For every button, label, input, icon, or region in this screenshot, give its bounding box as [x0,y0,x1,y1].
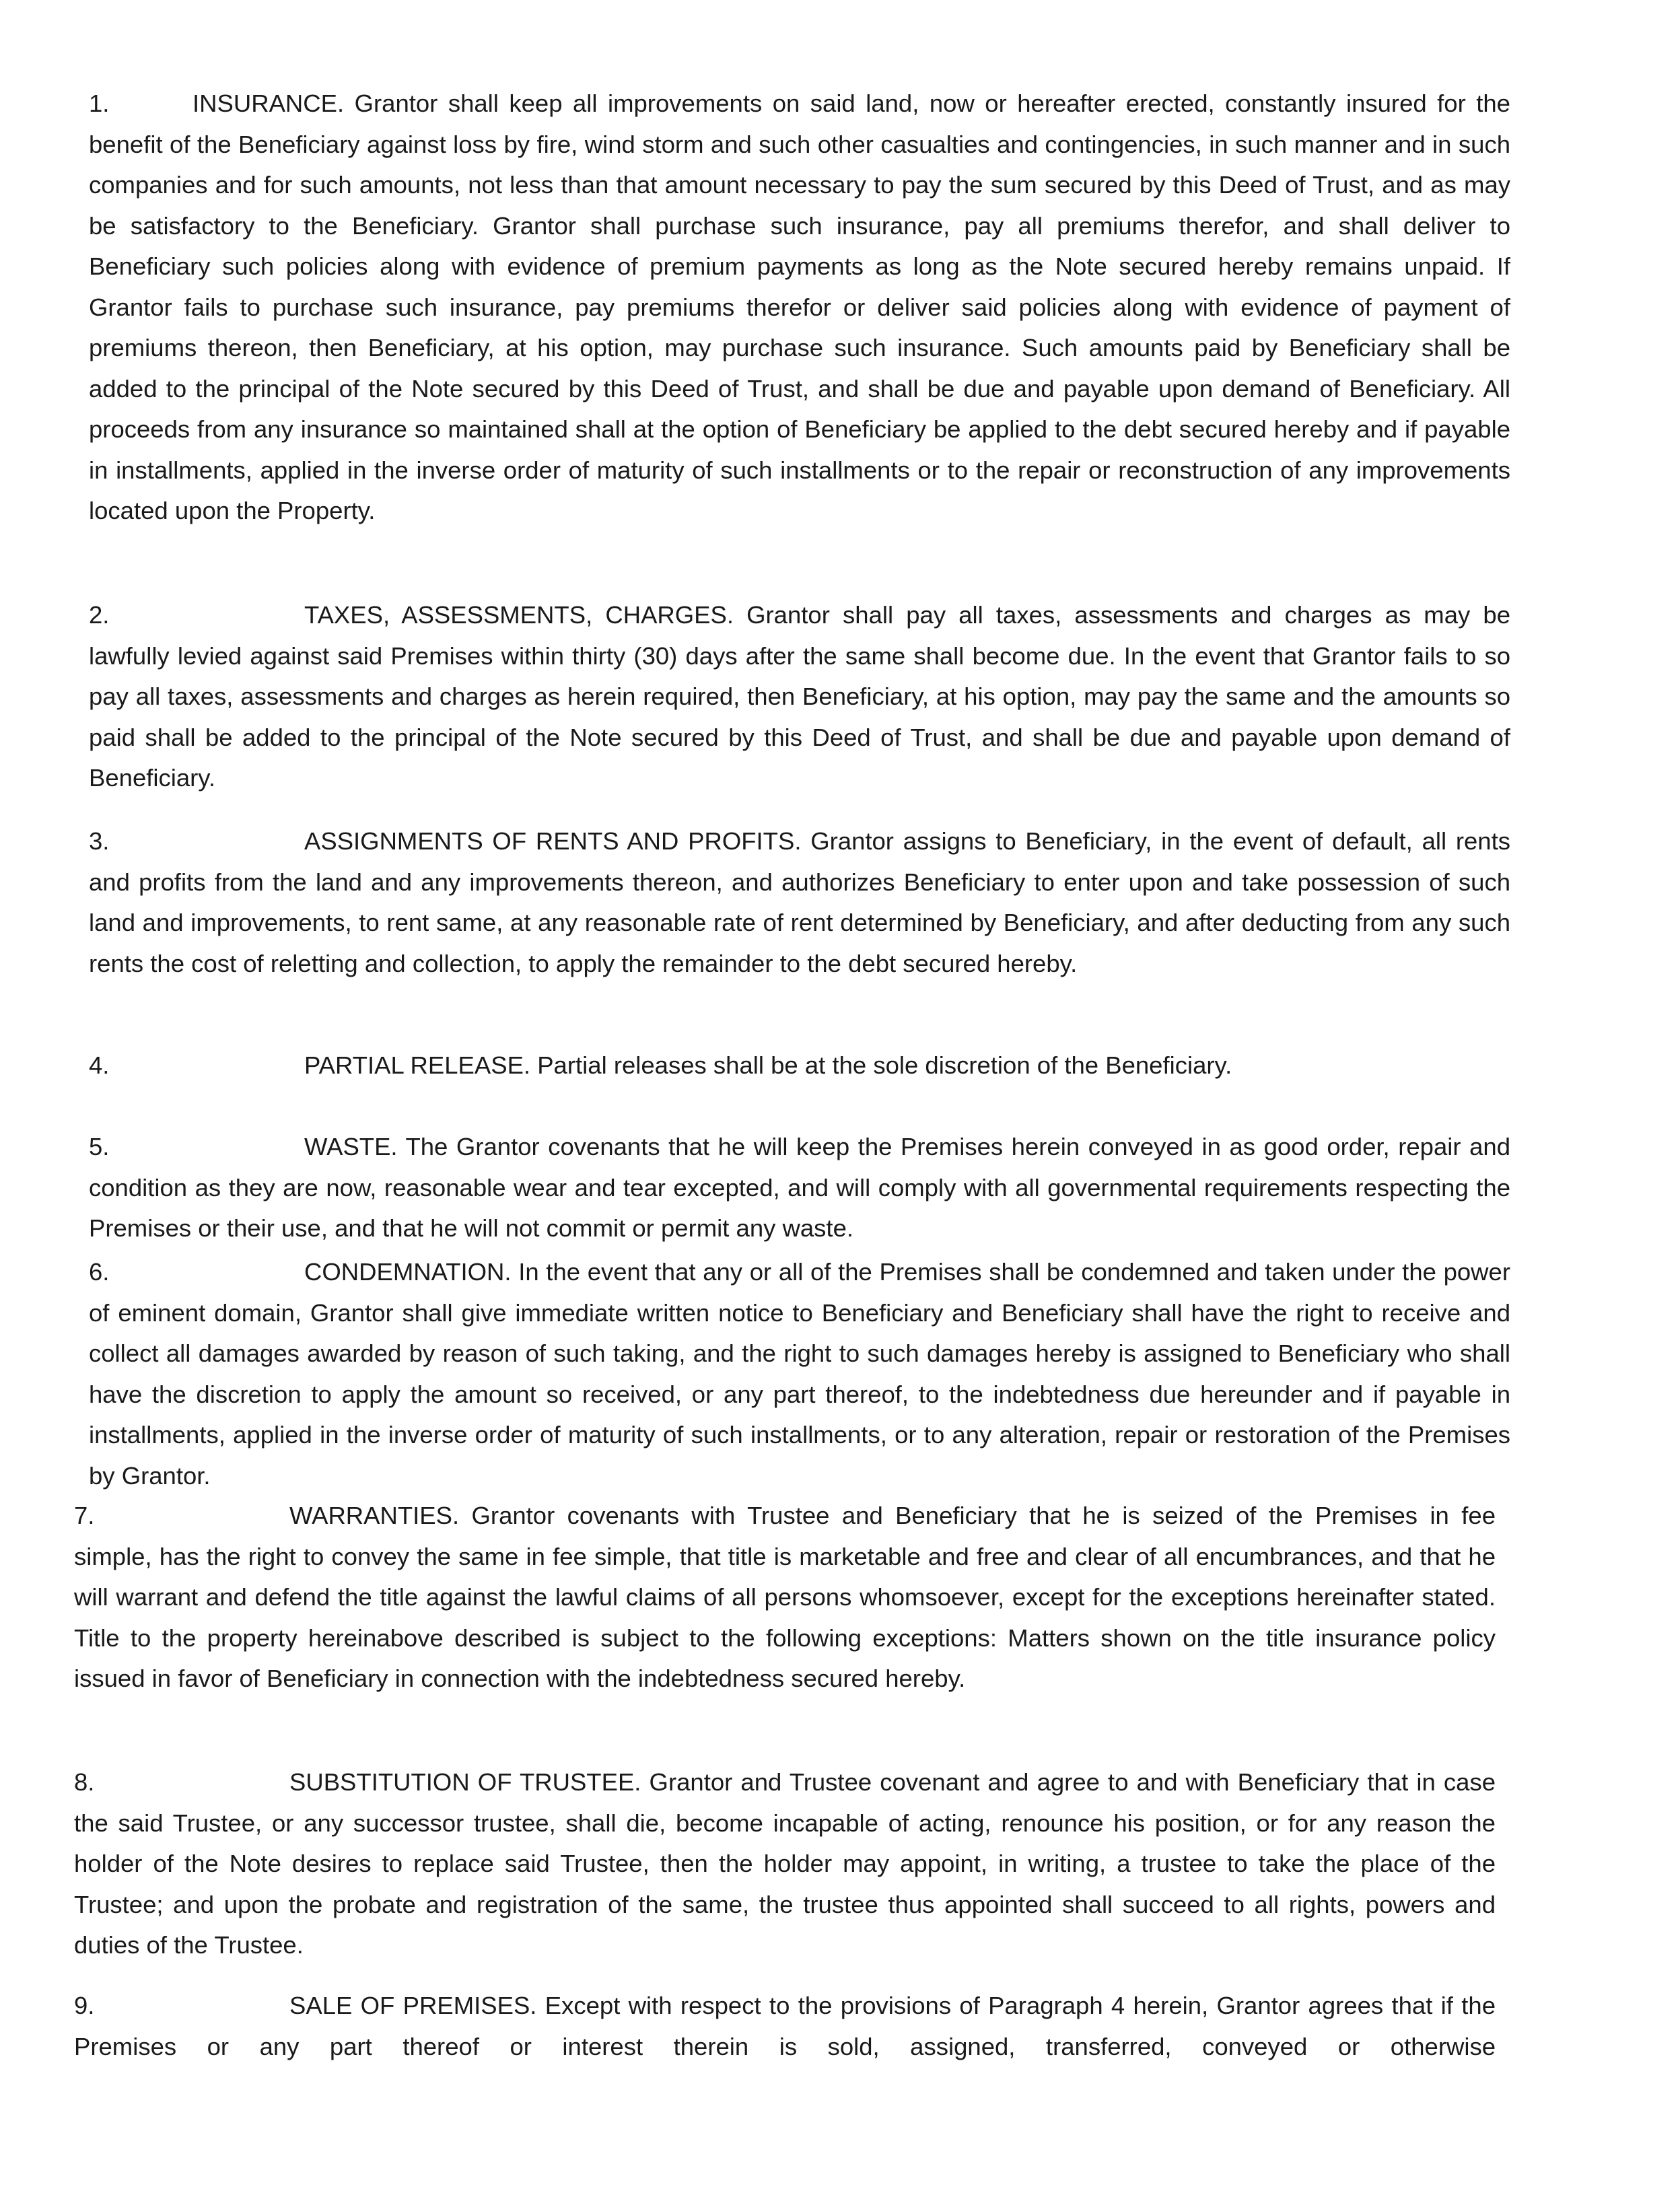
paragraph-text: ASSIGNMENTS OF RENTS AND PROFITS. Grantor assigns to Beneficiary, in the event of default, all rents and profits from the land and any improvements thereon, and authorizes Beneficiary to enter upon and take possession of such land and improvements, to rent same, at any reasonable rate of rent determined by Beneficiary, and after deducting from any such rents the cost of reletting and collection, to apply the remainder to the debt secured hereby. [89,827,1510,977]
paragraph-number: 1. [89,90,110,117]
paragraph-number: 9. [74,1992,95,2019]
paragraph-number: 2. [89,601,110,629]
paragraph-text: SUBSTITUTION OF TRUSTEE. Grantor and Trustee covenant and agree to and with Beneficiary that in case the said Trustee, or any successor trustee, shall die, become incapable of acting, renounce his position, or for any reason the holder of the Note desires to replace said Trustee, then the holder may appoint, in writing, a trustee to take the place of the Trustee; and upon the probate and registration of the same, the trustee thus appointed shall succeed to all rights, powers and duties of the Trustee. [74,1768,1496,1959]
paragraph-assignments [89,821,1510,984]
paragraph-partial-release [89,1045,1510,1086]
paragraph-text: TAXES, ASSESSMENTS, CHARGES. Grantor shall pay all taxes, assessments and charges as may be lawfully levied against said Premises within thirty (30) days after the same shall become due. In the event that Grantor fails to so pay all taxes, assessments and charges as herein required, then Beneficiary, at his option, may pay the same and the amounts so paid shall be added to the principal of the Note secured by this Deed of Trust, and shall be due and payable upon demand of Beneficiary. [89,601,1510,792]
paragraph-insurance [89,83,1510,532]
paragraph-number: 6. [89,1258,110,1286]
paragraph-number: 3. [89,827,110,855]
paragraph-sale-of-premises [74,1986,1496,2067]
paragraph-waste [89,1127,1510,1249]
paragraph-substitution-of-trustee [74,1762,1496,1966]
paragraph-text: WARRANTIES. Grantor covenants with Trustee and Beneficiary that he is seized of the Premises in fee simple, has the right to convey the same in fee simple, that title is marketable and free and clear of all encumbrances, and that he will warrant and defend the title against the lawful claims of all persons whomsoever, except for the exceptions hereinafter stated. Title to the property hereinabove described is subject to the following exceptions: Matters shown on the title insurance policy issued in favor of Beneficiary in connection with the indebtedness secured hereby. [74,1502,1496,1692]
paragraph-number: 8. [74,1768,95,1796]
paragraph-text: SALE OF PREMISES. Except with respect to the provisions of Paragraph 4 herein, Grantor agrees that if the Premises or any part thereof or interest therein is sold, assigned, transferred, conveyed or otherwise [74,1992,1496,2060]
paragraph-number: 5. [89,1133,110,1160]
paragraph-taxes [89,595,1510,799]
paragraph-text: PARTIAL RELEASE. Partial releases shall be at the sole discretion of the Beneficiary. [304,1051,1232,1079]
paragraph-text: CONDEMNATION. In the event that any or all of the Premises shall be condemned and taken under the power of eminent domain, Grantor shall give immediate written notice to Beneficiary and Beneficiary shall have the right to receive and collect all damages awarded by reason of such taking, and the right to such damages hereby is assigned to Beneficiary who shall have the discretion to apply the amount so received, or any part thereof, to the indebtedness due hereunder and if payable in installments, applied in the inverse order of maturity of such installments, or to any alteration, repair or restoration of the Premises by Grantor. [89,1258,1510,1490]
paragraph-text: WASTE. The Grantor covenants that he will keep the Premises herein conveyed in as good order, repair and condition as they are now, reasonable wear and tear excepted, and will comply with all governmental requirements respecting the Premises or their use, and that he will not commit or permit any waste. [89,1133,1510,1242]
paragraph-number: 7. [74,1502,95,1529]
paragraph-condemnation [89,1252,1510,1496]
paragraph-number: 4. [89,1051,110,1079]
paragraph-text: INSURANCE. Grantor shall keep all improvements on said land, now or hereafter erected, constantly insured for the benefit of the Beneficiary against loss by fire, wind storm and such other casualties and contingencies, in such manner and in such companies and for such amounts, not less than that amount necessary to pay the sum secured by this Deed of Trust, and as may be satisfactory to the Beneficiary. Grantor shall purchase such insurance, pay all premiums therefor, and shall deliver to Beneficiary such policies along with evidence of premium payments as long as the Note secured hereby remains unpaid. If Grantor fails to purchase such insurance, pay premiums therefor or deliver said policies along with evidence of payment of premiums thereon, then Beneficiary, at his option, may purchase such insurance. Such amounts paid by Beneficiary shall be added to the principal of the Note secured by this Deed of Trust, and shall be due and payable upon demand of Beneficiary. All proceeds from any insurance so maintained shall at the option of Beneficiary be applied to the debt secured hereby and if payable in installments, applied in the inverse order of maturity of such installments or to the repair or reconstruction of any improvements located upon the Property. [89,90,1510,524]
paragraph-warranties [74,1496,1496,1700]
